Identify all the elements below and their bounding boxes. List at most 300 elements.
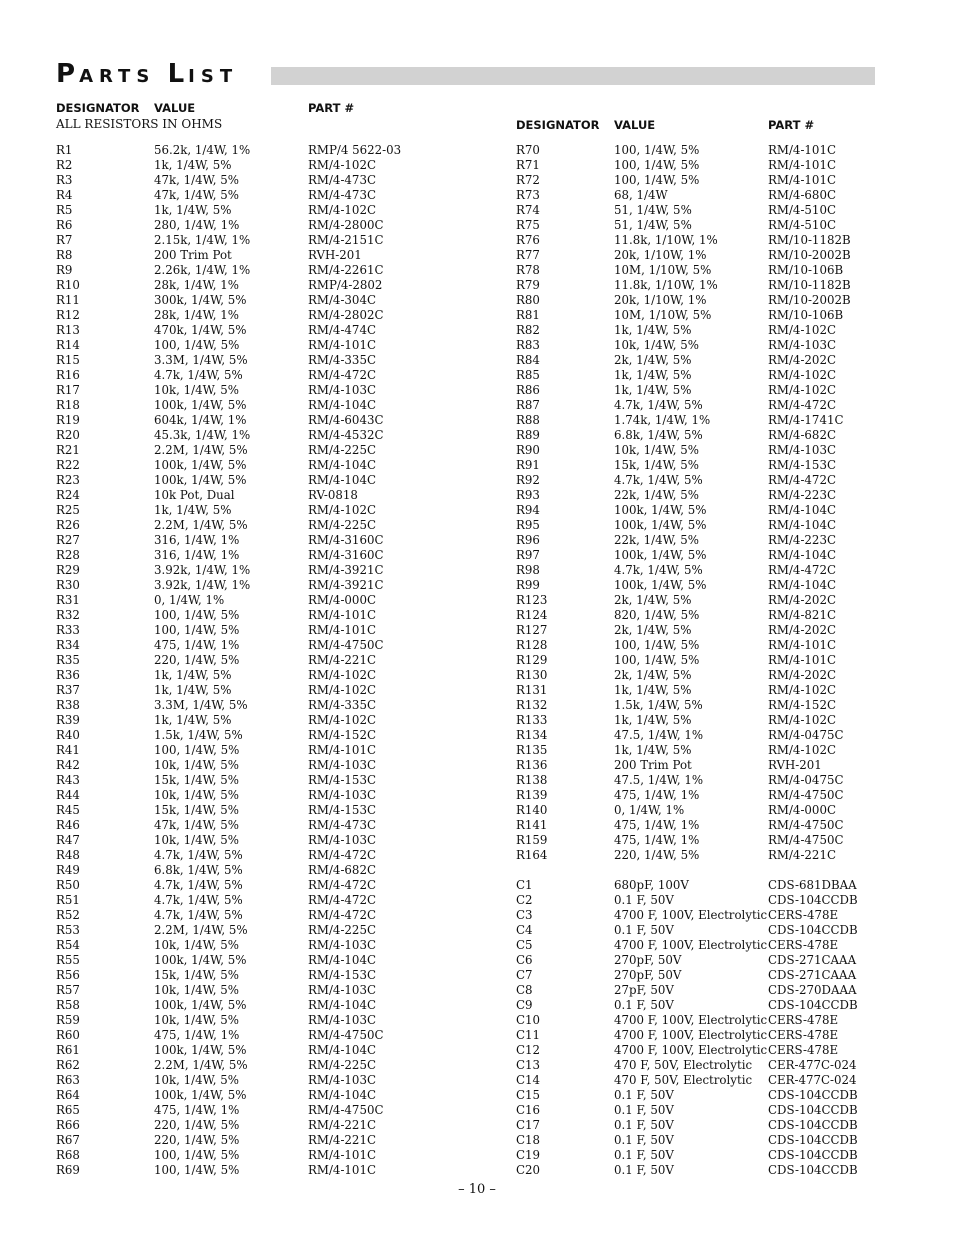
designator-cell: R136	[516, 758, 548, 772]
right-header-designator: DESIGNATOR	[516, 118, 600, 132]
designator-cell: R131	[516, 683, 548, 697]
value-cell: 100, 1/4W, 5%	[154, 1148, 240, 1162]
part-number-cell: RM/4-472C	[308, 848, 376, 862]
part-number-cell: CDS-271CAAA	[768, 953, 857, 967]
designator-cell: R51	[56, 893, 80, 907]
parts-row	[516, 863, 876, 878]
part-number-cell: RM/4-102C	[768, 743, 836, 757]
value-cell: 1k, 1/4W, 5%	[614, 383, 692, 397]
part-number-cell: RM/4-304C	[308, 293, 376, 307]
designator-cell: R81	[516, 308, 540, 322]
parts-row	[516, 938, 876, 953]
part-number-cell: RM/4-102C	[308, 713, 376, 727]
parts-row	[516, 623, 876, 638]
value-cell: 2.2M, 1/4W, 5%	[154, 923, 248, 937]
parts-row	[56, 248, 456, 263]
value-cell: 680pF, 100V	[614, 878, 689, 892]
designator-cell: R9	[56, 263, 73, 277]
part-number-cell: RM/4-103C	[308, 758, 376, 772]
part-number-cell: RM/4-103C	[308, 983, 376, 997]
part-number-cell: RM/10-106B	[768, 263, 844, 277]
part-number-cell: RM/4-4750C	[308, 1028, 384, 1042]
parts-row	[516, 953, 876, 968]
designator-cell: R83	[516, 338, 540, 352]
parts-row	[56, 833, 456, 848]
part-number-cell: RM/4-202C	[768, 623, 836, 637]
designator-cell: C14	[516, 1073, 541, 1087]
parts-row	[56, 908, 456, 923]
value-cell: 15k, 1/4W, 5%	[154, 968, 239, 982]
part-number-cell: RM/4-103C	[308, 938, 376, 952]
value-cell: 4.7k, 1/4W, 5%	[154, 893, 243, 907]
parts-row	[56, 473, 456, 488]
part-number-cell: RM/4-102C	[308, 158, 376, 172]
parts-row	[56, 668, 456, 683]
part-number-cell: RM/4-101C	[308, 1163, 376, 1177]
part-number-cell: RM/4-4750C	[308, 638, 384, 652]
parts-row	[516, 383, 876, 398]
value-cell: 10k, 1/4W, 5%	[154, 1013, 239, 1027]
value-cell: 10k, 1/4W, 5%	[614, 338, 699, 352]
value-cell: 3.3M, 1/4W, 5%	[154, 698, 248, 712]
value-cell: 51, 1/4W, 5%	[614, 218, 692, 232]
left-header-value: VALUE	[154, 101, 196, 115]
part-number-cell: RM/4-510C	[768, 203, 836, 217]
part-number-cell: CERS-478E	[768, 1043, 839, 1057]
parts-row	[516, 998, 876, 1013]
parts-row	[56, 893, 456, 908]
designator-cell: R8	[56, 248, 73, 262]
parts-row	[56, 1043, 456, 1058]
value-cell: 100, 1/4W, 5%	[154, 338, 240, 352]
part-number-cell: RM/10-1182B	[768, 233, 851, 247]
parts-row	[56, 1028, 456, 1043]
designator-cell: R94	[516, 503, 540, 517]
value-cell: 100, 1/4W, 5%	[154, 743, 240, 757]
parts-row	[516, 548, 876, 563]
designator-cell: R25	[56, 503, 80, 517]
value-cell: 316, 1/4W, 1%	[154, 548, 240, 562]
value-cell: 475, 1/4W, 1%	[154, 1028, 240, 1042]
designator-cell: R72	[516, 173, 540, 187]
part-number-cell: RM/4-101C	[308, 338, 376, 352]
parts-row	[56, 848, 456, 863]
value-cell: 2k, 1/4W, 5%	[614, 668, 692, 682]
parts-row	[56, 353, 456, 368]
part-number-cell: RM/4-102C	[768, 713, 836, 727]
part-number-cell: RM/4-335C	[308, 353, 376, 367]
title-rule-bar	[271, 67, 875, 85]
part-number-cell: RM/4-103C	[308, 833, 376, 847]
value-cell: 1k, 1/4W, 5%	[614, 683, 692, 697]
right-parts-column	[516, 143, 876, 1178]
part-number-cell: RM/4-473C	[308, 188, 376, 202]
part-number-cell: RM/4-473C	[308, 818, 376, 832]
designator-cell: R95	[516, 518, 540, 532]
value-cell: 47.5, 1/4W, 1%	[614, 728, 704, 742]
value-cell: 316, 1/4W, 1%	[154, 533, 240, 547]
parts-row	[56, 653, 456, 668]
parts-row	[516, 848, 876, 863]
parts-row	[56, 413, 456, 428]
parts-row	[56, 218, 456, 233]
value-cell: 47k, 1/4W, 5%	[154, 188, 239, 202]
parts-row	[516, 218, 876, 233]
parts-row	[516, 1103, 876, 1118]
designator-cell: R26	[56, 518, 80, 532]
parts-row	[56, 458, 456, 473]
designator-cell: C2	[516, 893, 533, 907]
designator-cell: C10	[516, 1013, 541, 1027]
part-number-cell: RM/4-221C	[308, 1133, 376, 1147]
part-number-cell: RM/4-202C	[768, 353, 836, 367]
resistor-units-note: ALL RESISTORS IN OHMS	[56, 117, 223, 131]
part-number-cell: RM/4-202C	[768, 668, 836, 682]
designator-cell: R16	[56, 368, 80, 382]
designator-cell: R37	[56, 683, 80, 697]
parts-row	[56, 383, 456, 398]
value-cell: 2k, 1/4W, 5%	[614, 623, 692, 637]
part-number-cell: RM/4-225C	[308, 1058, 376, 1072]
parts-row	[56, 593, 456, 608]
designator-cell: R76	[516, 233, 540, 247]
designator-cell: C15	[516, 1088, 541, 1102]
designator-cell: C5	[516, 938, 533, 952]
parts-row	[516, 488, 876, 503]
parts-row	[56, 713, 456, 728]
part-number-cell: CERS-478E	[768, 908, 839, 922]
part-number-cell: RM/4-104C	[308, 398, 376, 412]
designator-cell: R54	[56, 938, 80, 952]
part-number-cell: RM/4-2800C	[308, 218, 384, 232]
part-number-cell: CDS-104CCDB	[768, 1118, 858, 1132]
value-cell: 100, 1/4W, 5%	[154, 623, 240, 637]
parts-row	[56, 578, 456, 593]
part-number-cell: CDS-681DBAA	[768, 878, 857, 892]
parts-row	[56, 188, 456, 203]
designator-cell: R60	[56, 1028, 80, 1042]
part-number-cell: RM/4-202C	[768, 593, 836, 607]
designator-cell: R70	[516, 143, 540, 157]
parts-row	[56, 1148, 456, 1163]
part-number-cell: RM/4-4750C	[768, 833, 844, 847]
value-cell: 475, 1/4W, 1%	[614, 833, 700, 847]
designator-cell: R138	[516, 773, 548, 787]
value-cell: 100k, 1/4W, 5%	[614, 578, 707, 592]
designator-cell: R77	[516, 248, 540, 262]
designator-cell: C4	[516, 923, 533, 937]
value-cell: 4.7k, 1/4W, 5%	[154, 848, 243, 862]
designator-cell: R59	[56, 1013, 80, 1027]
value-cell: 1k, 1/4W, 5%	[154, 668, 232, 682]
designator-cell: R128	[516, 638, 548, 652]
designator-cell: C1	[516, 878, 533, 892]
value-cell: 100, 1/4W, 5%	[154, 1163, 240, 1177]
parts-row	[516, 1028, 876, 1043]
part-number-cell: RM/4-153C	[308, 968, 376, 982]
parts-row	[56, 923, 456, 938]
parts-row	[516, 653, 876, 668]
value-cell: 4700 F, 100V, Electrolytic	[614, 1028, 768, 1042]
left-parts-column	[56, 143, 456, 1178]
designator-cell: C6	[516, 953, 533, 967]
value-cell: 220, 1/4W, 5%	[154, 1133, 240, 1147]
part-number-cell: RM/4-000C	[308, 593, 376, 607]
parts-row	[56, 293, 456, 308]
value-cell: 10M, 1/10W, 5%	[614, 308, 712, 322]
designator-cell: R82	[516, 323, 540, 337]
parts-row	[56, 263, 456, 278]
value-cell: 4700 F, 100V, Electrolytic	[614, 1013, 768, 1027]
title-initial-p: P	[56, 59, 80, 89]
designator-cell: R62	[56, 1058, 80, 1072]
value-cell: 6.8k, 1/4W, 5%	[154, 863, 243, 877]
part-number-cell: CDS-104CCDB	[768, 1088, 858, 1102]
value-cell: 4.7k, 1/4W, 5%	[154, 368, 243, 382]
designator-cell: R36	[56, 668, 80, 682]
part-number-cell: RM/4-104C	[308, 458, 376, 472]
part-number-cell: RM/4-101C	[768, 143, 836, 157]
designator-cell: R17	[56, 383, 80, 397]
parts-row	[56, 773, 456, 788]
part-number-cell: RM/4-472C	[308, 368, 376, 382]
value-cell: 22k, 1/4W, 5%	[614, 488, 699, 502]
part-number-cell: RM/4-102C	[768, 323, 836, 337]
designator-cell: R24	[56, 488, 80, 502]
part-number-cell: RM/4-101C	[308, 743, 376, 757]
designator-cell: R42	[56, 758, 80, 772]
part-number-cell: RM/4-225C	[308, 518, 376, 532]
part-number-cell: RM/4-221C	[308, 653, 376, 667]
designator-cell: R6	[56, 218, 73, 232]
designator-cell: C20	[516, 1163, 541, 1177]
value-cell: 47.5, 1/4W, 1%	[614, 773, 704, 787]
designator-cell: R11	[56, 293, 80, 307]
designator-cell: R133	[516, 713, 548, 727]
designator-cell: R84	[516, 353, 540, 367]
part-number-cell: RM/4-102C	[308, 683, 376, 697]
value-cell: 1.5k, 1/4W, 5%	[614, 698, 703, 712]
part-number-cell: RM/4-103C	[308, 1073, 376, 1087]
part-number-cell: RM/4-0475C	[768, 728, 844, 742]
parts-row	[56, 533, 456, 548]
value-cell: 2k, 1/4W, 5%	[614, 593, 692, 607]
parts-row	[56, 548, 456, 563]
designator-cell: R4	[56, 188, 73, 202]
value-cell: 475, 1/4W, 1%	[614, 788, 700, 802]
value-cell: 100k, 1/4W, 5%	[154, 398, 247, 412]
title-initial-l: L	[167, 59, 189, 89]
designator-cell: R41	[56, 743, 80, 757]
part-number-cell: RM/4-101C	[768, 638, 836, 652]
part-number-cell: RM/4-000C	[768, 803, 836, 817]
value-cell: 470 F, 50V, Electrolytic	[614, 1073, 753, 1087]
designator-cell: R50	[56, 878, 80, 892]
part-number-cell: RM/4-682C	[308, 863, 376, 877]
designator-cell: R159	[516, 833, 548, 847]
part-number-cell: RM/4-104C	[308, 953, 376, 967]
part-number-cell: RM/4-472C	[768, 473, 836, 487]
value-cell: 4.7k, 1/4W, 5%	[154, 878, 243, 892]
value-cell: 2.26k, 1/4W, 1%	[154, 263, 251, 277]
designator-cell: R89	[516, 428, 540, 442]
parts-row	[516, 878, 876, 893]
value-cell: 0.1 F, 50V	[614, 923, 674, 937]
value-cell: 100k, 1/4W, 5%	[154, 953, 247, 967]
part-number-cell: RM/4-3921C	[308, 563, 384, 577]
designator-cell: R123	[516, 593, 548, 607]
value-cell: 1k, 1/4W, 5%	[614, 323, 692, 337]
value-cell: 220, 1/4W, 5%	[154, 1118, 240, 1132]
designator-cell: R47	[56, 833, 80, 847]
value-cell: 100k, 1/4W, 5%	[614, 518, 707, 532]
part-number-cell: CDS-271CAAA	[768, 968, 857, 982]
designator-cell: R3	[56, 173, 73, 187]
designator-cell: R40	[56, 728, 80, 742]
parts-row	[56, 788, 456, 803]
part-number-cell: RM/4-221C	[768, 848, 836, 862]
value-cell: 100, 1/4W, 5%	[614, 653, 700, 667]
parts-row	[516, 1088, 876, 1103]
designator-cell: R57	[56, 983, 80, 997]
part-number-cell: RM/4-104C	[308, 1088, 376, 1102]
designator-cell: R48	[56, 848, 80, 862]
designator-cell: R33	[56, 623, 80, 637]
parts-row	[516, 338, 876, 353]
parts-row	[516, 233, 876, 248]
parts-row	[516, 713, 876, 728]
part-number-cell: CDS-104CCDB	[768, 1103, 858, 1117]
parts-row	[56, 1103, 456, 1118]
value-cell: 100k, 1/4W, 5%	[154, 458, 247, 472]
value-cell: 100k, 1/4W, 5%	[154, 1088, 247, 1102]
part-number-cell: RM/4-6043C	[308, 413, 384, 427]
value-cell: 270pF, 50V	[614, 953, 682, 967]
part-number-cell: RM/4-103C	[768, 338, 836, 352]
parts-row	[516, 248, 876, 263]
parts-row	[56, 878, 456, 893]
designator-cell: C16	[516, 1103, 541, 1117]
designator-cell: C7	[516, 968, 533, 982]
part-number-cell: RM/4-472C	[308, 908, 376, 922]
designator-cell: R34	[56, 638, 80, 652]
part-number-cell: RM/4-472C	[768, 398, 836, 412]
value-cell: 1k, 1/4W, 5%	[614, 743, 692, 757]
part-number-cell: RV-0818	[308, 488, 358, 502]
parts-row	[56, 308, 456, 323]
part-number-cell: CDS-104CCDB	[768, 893, 858, 907]
designator-cell: R71	[516, 158, 540, 172]
parts-row	[516, 803, 876, 818]
designator-cell: R98	[516, 563, 540, 577]
part-number-cell: RM/4-3160C	[308, 548, 384, 562]
value-cell: 0.1 F, 50V	[614, 1088, 674, 1102]
value-cell: 100, 1/4W, 5%	[614, 158, 700, 172]
value-cell: 20k, 1/10W, 1%	[614, 248, 707, 262]
part-number-cell: RM/4-102C	[308, 203, 376, 217]
value-cell: 22k, 1/4W, 5%	[614, 533, 699, 547]
parts-row	[516, 533, 876, 548]
designator-cell: R127	[516, 623, 548, 637]
designator-cell: R10	[56, 278, 80, 292]
part-number-cell: RM/4-2261C	[308, 263, 384, 277]
designator-cell: C9	[516, 998, 533, 1012]
title-rest-ist: IST	[188, 66, 239, 87]
value-cell: 4700 F, 100V, Electrolytic	[614, 938, 768, 952]
value-cell: 1k, 1/4W, 5%	[614, 368, 692, 382]
part-number-cell: RM/4-4750C	[308, 1103, 384, 1117]
part-number-cell: RM/4-225C	[308, 923, 376, 937]
value-cell: 10k Pot, Dual	[154, 488, 235, 502]
parts-row	[516, 773, 876, 788]
part-number-cell: RM/10-1182B	[768, 278, 851, 292]
value-cell: 10k, 1/4W, 5%	[154, 788, 239, 802]
part-number-cell: CER-477C-024	[768, 1073, 857, 1087]
designator-cell: R32	[56, 608, 80, 622]
designator-cell: R31	[56, 593, 80, 607]
designator-cell: R15	[56, 353, 80, 367]
parts-row	[56, 863, 456, 878]
value-cell: 4.7k, 1/4W, 5%	[154, 908, 243, 922]
parts-row	[56, 803, 456, 818]
parts-row	[516, 1118, 876, 1133]
parts-row	[516, 698, 876, 713]
parts-row	[56, 443, 456, 458]
value-cell: 45.3k, 1/4W, 1%	[154, 428, 251, 442]
designator-cell: R63	[56, 1073, 80, 1087]
parts-row	[56, 488, 456, 503]
right-header-value: VALUE	[614, 118, 656, 132]
value-cell: 1.5k, 1/4W, 5%	[154, 728, 243, 742]
value-cell: 0.1 F, 50V	[614, 1163, 674, 1177]
designator-cell: R74	[516, 203, 540, 217]
parts-row	[56, 563, 456, 578]
designator-cell: C18	[516, 1133, 541, 1147]
part-number-cell: CDS-104CCDB	[768, 1148, 858, 1162]
value-cell: 6.8k, 1/4W, 5%	[614, 428, 703, 442]
parts-row	[56, 1058, 456, 1073]
value-cell: 10k, 1/4W, 5%	[154, 758, 239, 772]
parts-row	[56, 938, 456, 953]
designator-cell: R141	[516, 818, 548, 832]
designator-cell: R124	[516, 608, 548, 622]
parts-row	[56, 1088, 456, 1103]
designator-cell: R139	[516, 788, 548, 802]
value-cell: 200 Trim Pot	[614, 758, 692, 772]
value-cell: 1k, 1/4W, 5%	[154, 203, 232, 217]
page-title	[56, 59, 239, 89]
designator-cell: R28	[56, 548, 80, 562]
designator-cell: R18	[56, 398, 80, 412]
part-number-cell: RM/10-2002B	[768, 293, 851, 307]
designator-cell: R19	[56, 413, 80, 427]
parts-row	[516, 428, 876, 443]
parts-row	[516, 563, 876, 578]
parts-row	[516, 608, 876, 623]
designator-cell: R96	[516, 533, 540, 547]
value-cell: 68, 1/4W	[614, 188, 668, 202]
part-number-cell: RM/4-474C	[308, 323, 376, 337]
parts-row	[516, 1163, 876, 1178]
parts-row	[56, 698, 456, 713]
parts-row	[516, 893, 876, 908]
designator-cell: R35	[56, 653, 80, 667]
part-number-cell: RM/4-3160C	[308, 533, 384, 547]
value-cell: 100, 1/4W, 5%	[614, 143, 700, 157]
value-cell: 0.1 F, 50V	[614, 1103, 674, 1117]
parts-row	[56, 1073, 456, 1088]
parts-row	[516, 1043, 876, 1058]
